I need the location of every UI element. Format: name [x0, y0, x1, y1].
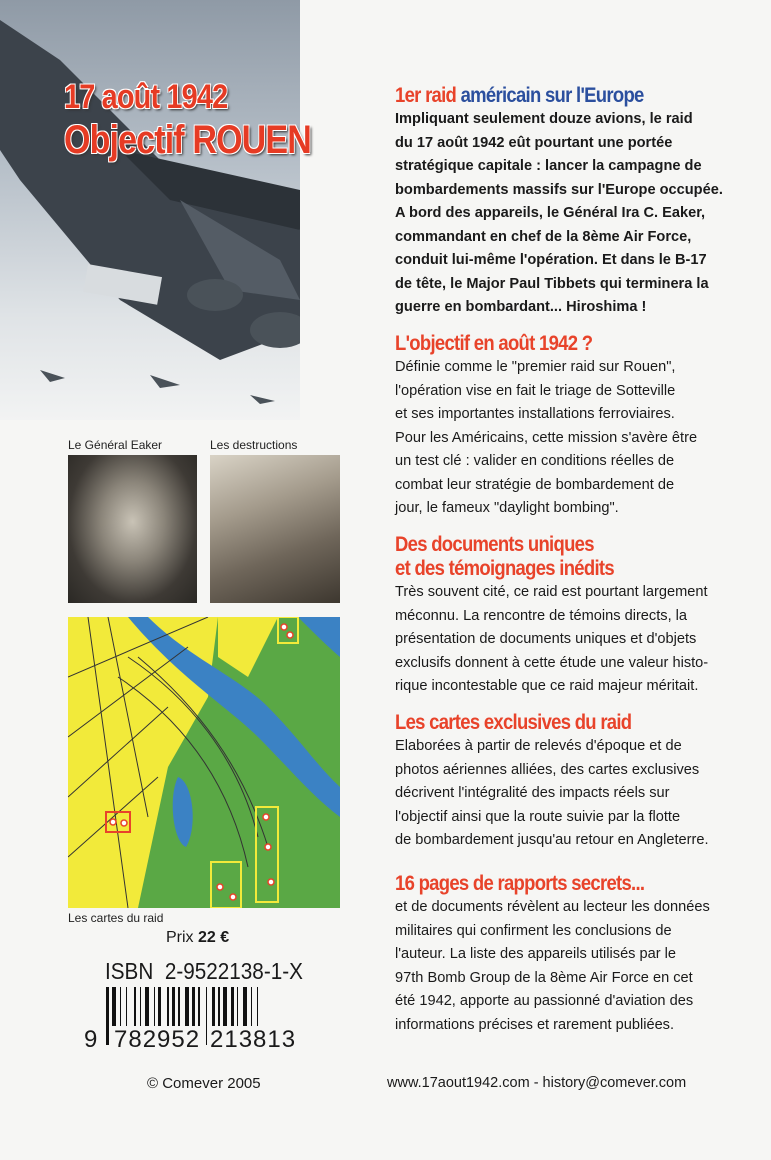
text-line: été 1942, apporte au passionné d'aviation des	[395, 993, 694, 1009]
section-heading: 16 pages de rapports secrets...	[395, 872, 645, 895]
barcode-bar	[106, 987, 109, 1045]
text-line: présentation de documents uniques et d'objets	[395, 631, 697, 647]
text-line: jour, le fameux "daylight bombing".	[395, 500, 619, 516]
text-line: Définie comme le "premier raid sur Rouen",	[395, 359, 676, 375]
text-line: de tête, le Major Paul Tibbets qui terminera la	[395, 275, 709, 292]
cover-title-main: Objectif ROUEN	[64, 118, 311, 162]
section-heading-line2: et des témoignages inédits	[395, 557, 614, 580]
text-line: photos aériennes alliées, des cartes exclusives	[395, 761, 700, 778]
text-line: Pour les Américains, cette mission s'avère être	[395, 429, 698, 446]
text-line: Impliquant seulement douze avions, le raid	[395, 111, 693, 127]
text-line: rique incontestable que ce raid majeur méritait.	[395, 678, 699, 694]
price	[166, 929, 229, 947]
text-line: méconnu. La rencontre de témoins directs, la	[395, 607, 688, 624]
text-line: A bord des appareils, le Général Ira C. Eaker,	[395, 205, 706, 221]
text-line: un test clé : valider en conditions réelles de	[395, 453, 675, 469]
text-line: décrivent l'intégralité des impacts réels sur	[395, 785, 670, 801]
section-text	[395, 896, 735, 1037]
cover-title-date: 17 août 1942	[64, 78, 228, 116]
section-objective	[395, 332, 735, 521]
raid-map	[68, 617, 340, 908]
section-text	[395, 735, 735, 853]
isbn-label: ISBN	[105, 958, 154, 984]
cover-plane-image	[0, 0, 300, 420]
text-line: 97th Bomb Group de la 8ème Air Force en cet	[395, 969, 693, 986]
text-line: Très souvent cité, ce raid est pourtant largement	[395, 584, 708, 600]
section-text	[395, 356, 735, 521]
section-heading: Les cartes exclusives du raid	[395, 711, 632, 734]
text-line: de bombardement jusqu'au retour en Angleterre.	[395, 832, 709, 848]
copyright: © Comever 2005	[147, 1075, 261, 1092]
caption-maps: Les cartes du raid	[68, 911, 164, 925]
text-line: commandant en chef de la 8ème Air Force,	[395, 228, 692, 245]
section-heading	[395, 84, 694, 108]
barcode-digits-group2: 213813	[210, 1026, 297, 1053]
barcode-digits-group1: 782952	[114, 1026, 201, 1053]
heading-blue-part: américain sur l'Europe	[460, 84, 644, 107]
text-line: l'opération vise en fait le triage de Sotteville	[395, 382, 676, 399]
heading-red-part: 1er raid	[395, 84, 457, 107]
text-line: combat leur stratégie de bombardement de	[395, 476, 675, 493]
price-label: Prix	[166, 929, 194, 946]
text-line: et de documents révèlent au lecteur les données	[395, 899, 710, 915]
section-text	[395, 108, 735, 320]
section-maps	[395, 711, 735, 853]
text-line: l'auteur. La liste des appareils utilisés par le	[395, 946, 677, 962]
caption-destructions: Les destructions	[210, 438, 298, 452]
photo-destructions	[210, 455, 340, 603]
barcode-digit-first: 9	[84, 1026, 98, 1053]
text-line: et ses importantes installations ferroviaires.	[395, 406, 675, 422]
section-heading: L'objectif en août 1942 ?	[395, 332, 593, 355]
text-line: stratégique capitale : lancer la campagne de	[395, 158, 702, 174]
text-line: l'objectif ainsi que la route suivie par la flotte	[395, 808, 681, 825]
section-heading: Des documents uniques	[395, 533, 594, 556]
b17-bomber-illustration	[0, 0, 300, 420]
text-line: militaires qui confirment les conclusions de	[395, 922, 672, 939]
section-documents	[395, 533, 735, 699]
section-text	[395, 581, 735, 699]
text-line: guerre en bombardant... Hiroshima !	[395, 299, 647, 315]
isbn-value: 2-9522138-1-X	[164, 958, 303, 984]
text-line: exclusifs donnent à cette étude une valeur histo-	[395, 654, 709, 671]
caption-eaker: Le Général Eaker	[68, 438, 163, 452]
isbn	[105, 958, 303, 985]
section-first-raid	[395, 84, 735, 320]
text-line: Elaborées à partir de relevés d'époque et de	[395, 738, 682, 754]
text-line: du 17 août 1942 eût pourtant une portée	[395, 134, 673, 151]
photo-general-eaker	[68, 455, 197, 603]
section-secret-reports	[395, 872, 735, 1037]
text-line: conduit lui-même l'opération. Et dans le B-17	[395, 252, 707, 268]
contact-links: www.17aout1942.com - history@comever.com	[387, 1075, 687, 1091]
text-line: informations précises et rarement publiées.	[395, 1016, 675, 1033]
price-value: 22 €	[198, 929, 230, 946]
text-line: bombardements massifs sur l'Europe occupée.	[395, 181, 723, 198]
